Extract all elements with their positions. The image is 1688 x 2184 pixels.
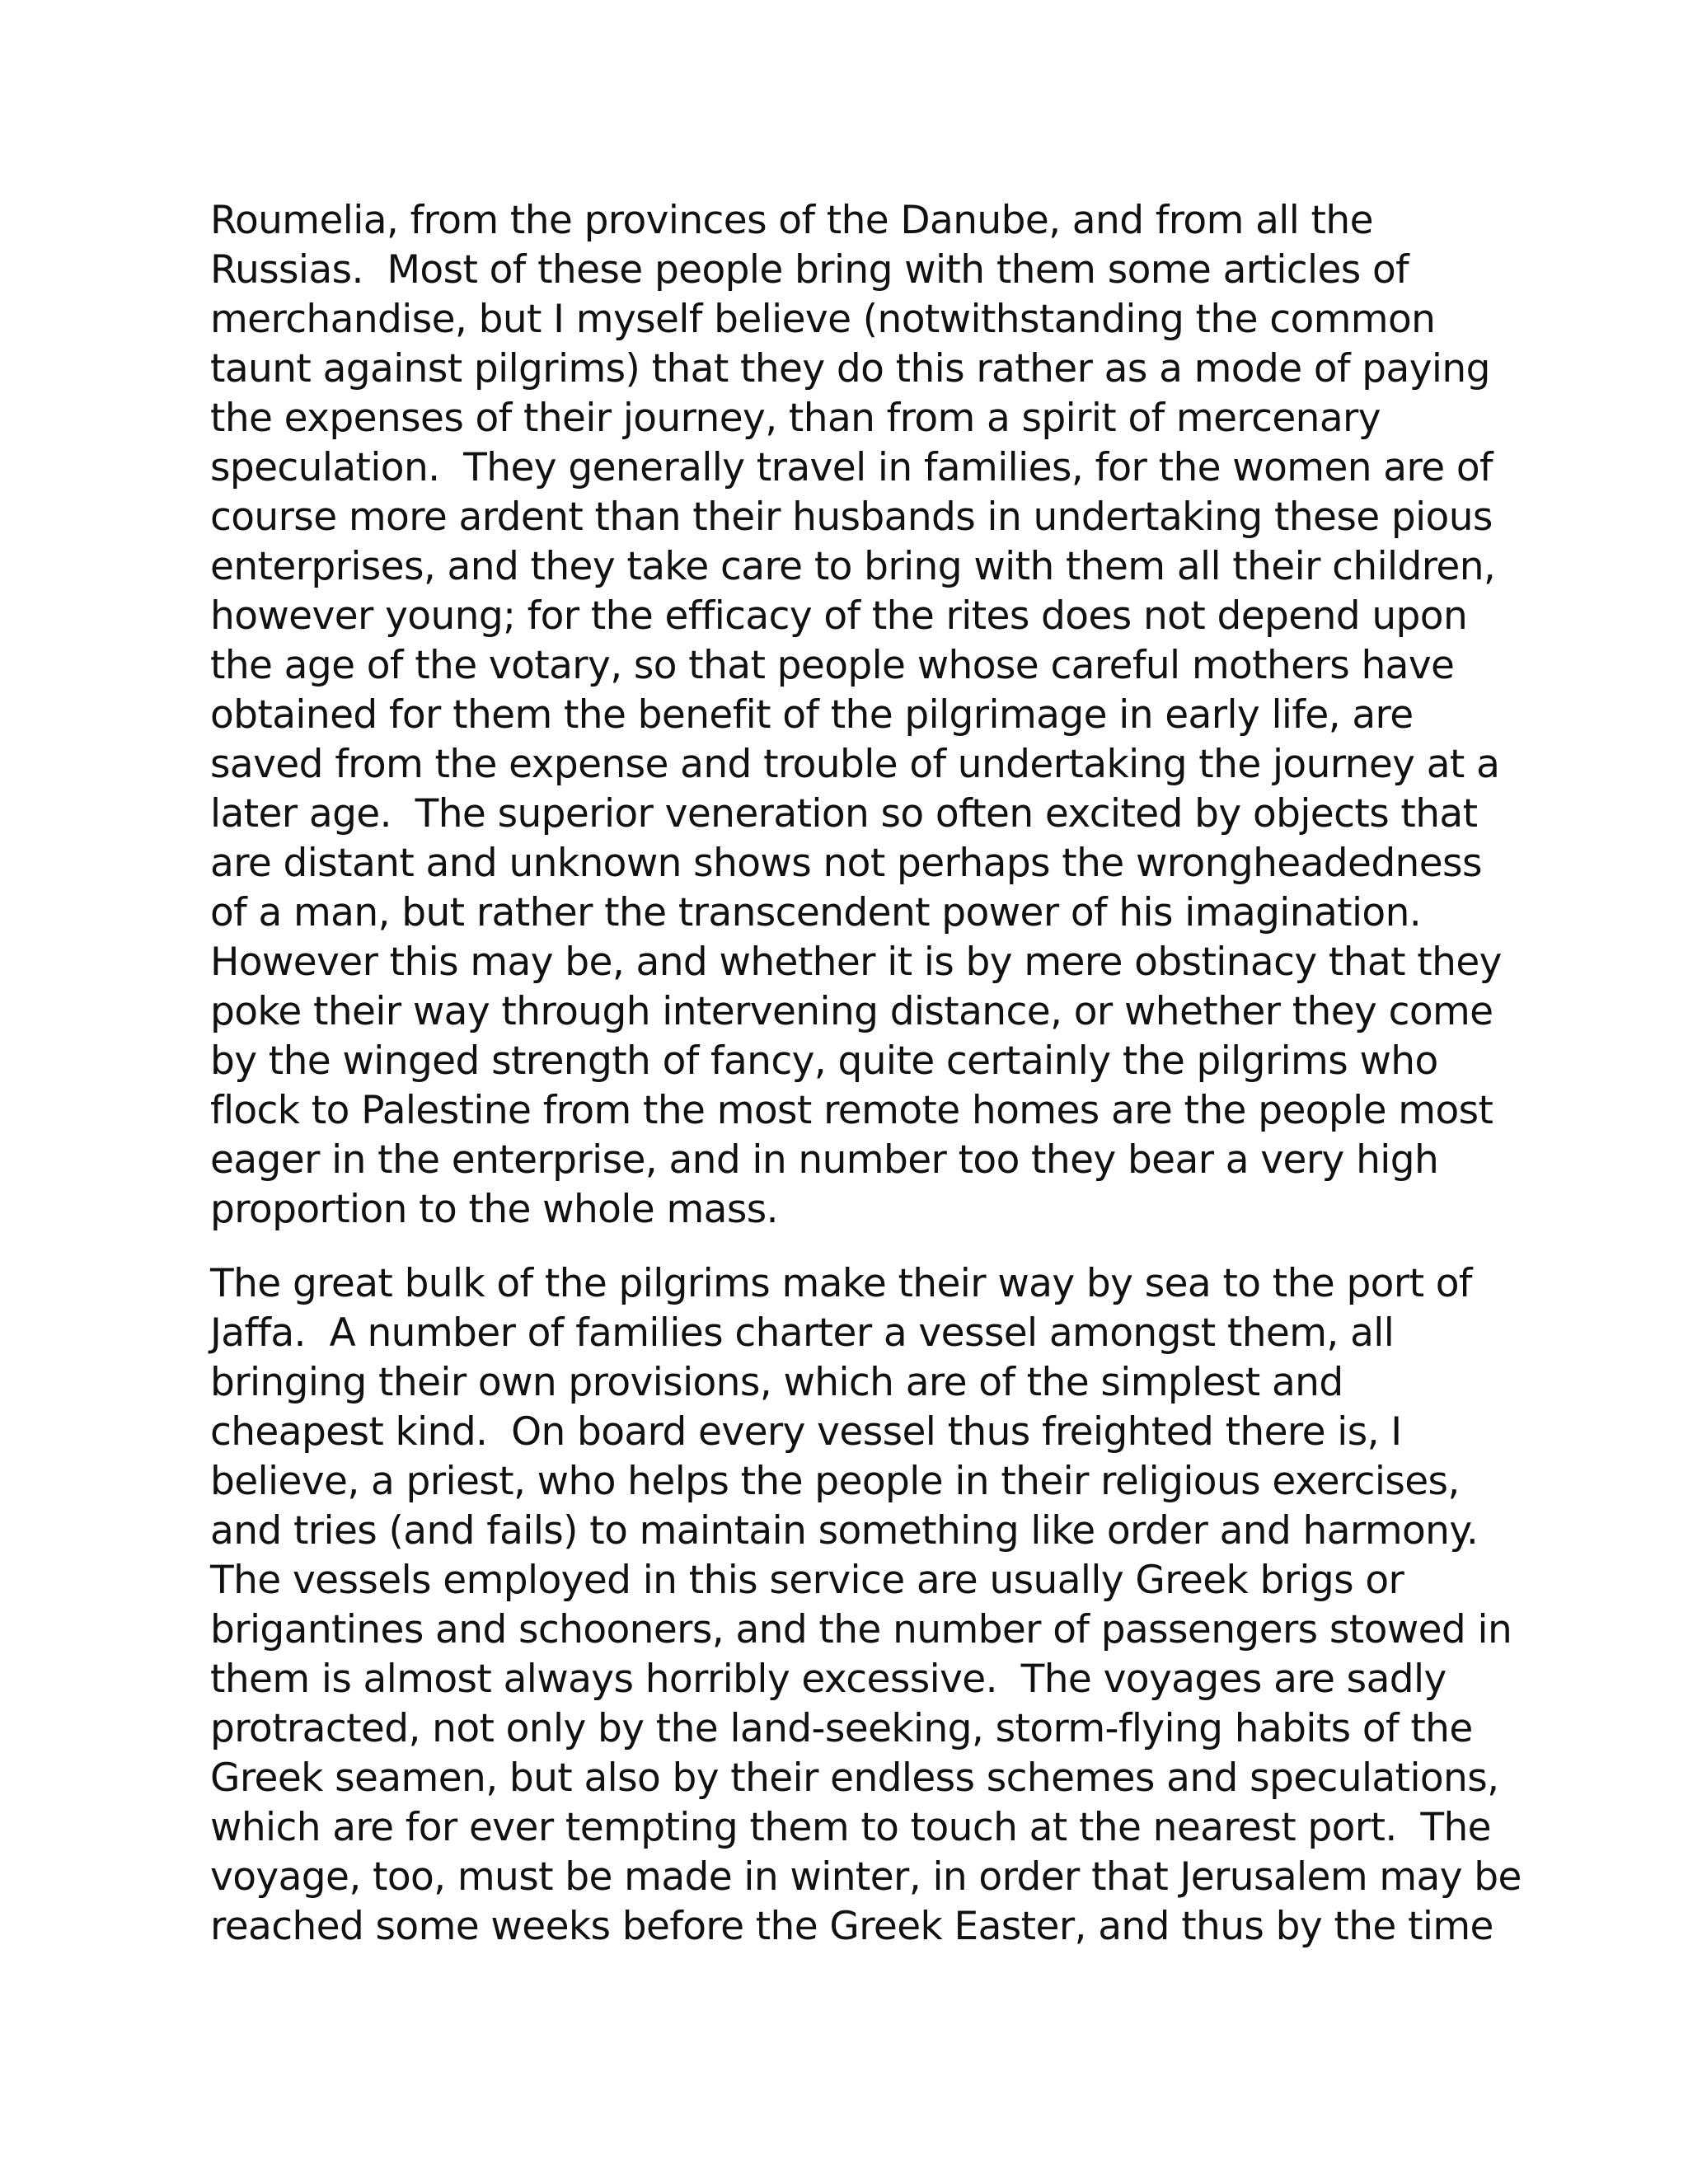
text-line: bringing their own provisions, which are of the simplest and xyxy=(210,1360,1343,1405)
text-line: later age. The superior veneration so often excited by objects that xyxy=(210,791,1478,837)
text-line: flock to Palestine from the most remote homes are the people most xyxy=(210,1088,1493,1133)
text-line: saved from the expense and trouble of undertaking the journey at a xyxy=(210,742,1500,787)
text-line: enterprises, and they take care to bring with them all their children, xyxy=(210,544,1496,589)
paragraph-1 xyxy=(210,196,1502,1235)
text-line: the expenses of their journey, than from a spirit of mercenary xyxy=(210,396,1381,441)
text-line: taunt against pilgrims) that they do this rather as a mode of paying xyxy=(210,346,1490,391)
text-line: obtained for them the benefit of the pilgrimage in early life, are xyxy=(210,692,1414,738)
text-line: of a man, but rather the transcendent power of his imagination. xyxy=(210,890,1422,935)
text-line: believe, a priest, who helps the people in their religious exercises, xyxy=(210,1459,1460,1504)
text-line: However this may be, and whether it is by mere obstinacy that they xyxy=(210,940,1502,985)
paragraph-2 xyxy=(210,1259,1522,1952)
text-line: proportion to the whole mass. xyxy=(210,1187,778,1232)
text-line: however young; for the efficacy of the rites does not depend upon xyxy=(210,593,1468,639)
text-line: protracted, not only by the land-seeking, storm-flying habits of the xyxy=(210,1706,1473,1751)
text-line: Greek seamen, but also by their endless schemes and speculations, xyxy=(210,1755,1499,1801)
text-line: them is almost always horribly excessive. The voyages are sadly xyxy=(210,1657,1447,1702)
text-line: brigantines and schooners, and the number of passengers stowed in xyxy=(210,1607,1512,1652)
text-line: eager in the enterprise, and in number too they bear a very high xyxy=(210,1137,1439,1183)
text-line: Russias. Most of these people bring with them some articles of xyxy=(210,247,1409,293)
text-line: the age of the votary, so that people whose careful mothers have xyxy=(210,643,1455,688)
text-line: and tries (and fails) to maintain something like order and harmony. xyxy=(210,1508,1479,1554)
text-line: The vessels employed in this service are usually Greek brigs or xyxy=(210,1558,1404,1603)
text-line: reached some weeks before the Greek Easter, and thus by the time xyxy=(210,1904,1493,1949)
text-line: which are for ever tempting them to touch at the nearest port. The xyxy=(210,1805,1491,1850)
text-line: are distant and unknown shows not perhaps the wrongheadedness xyxy=(210,841,1482,886)
text-line: poke their way through intervening distance, or whether they come xyxy=(210,989,1493,1034)
text-line: merchandise, but I myself believe (notwithstanding the common xyxy=(210,297,1436,342)
text-line: Jaffa. A number of families charter a vessel amongst them, all xyxy=(210,1310,1395,1356)
text-line: course more ardent than their husbands in undertaking these pious xyxy=(210,494,1493,540)
text-line: speculation. They generally travel in families, for the women are of xyxy=(210,445,1493,490)
text-line: by the winged strength of fancy, quite certainly the pilgrims who xyxy=(210,1038,1438,1084)
text-line: Roumelia, from the provinces of the Danube, and from all the xyxy=(210,198,1373,243)
text-line: voyage, too, must be made in winter, in order that Jerusalem may be xyxy=(210,1854,1522,1900)
text-line: cheapest kind. On board every vessel thus freighted there is, I xyxy=(210,1409,1402,1455)
text-line: The great bulk of the pilgrims make their way by sea to the port of xyxy=(210,1261,1472,1306)
